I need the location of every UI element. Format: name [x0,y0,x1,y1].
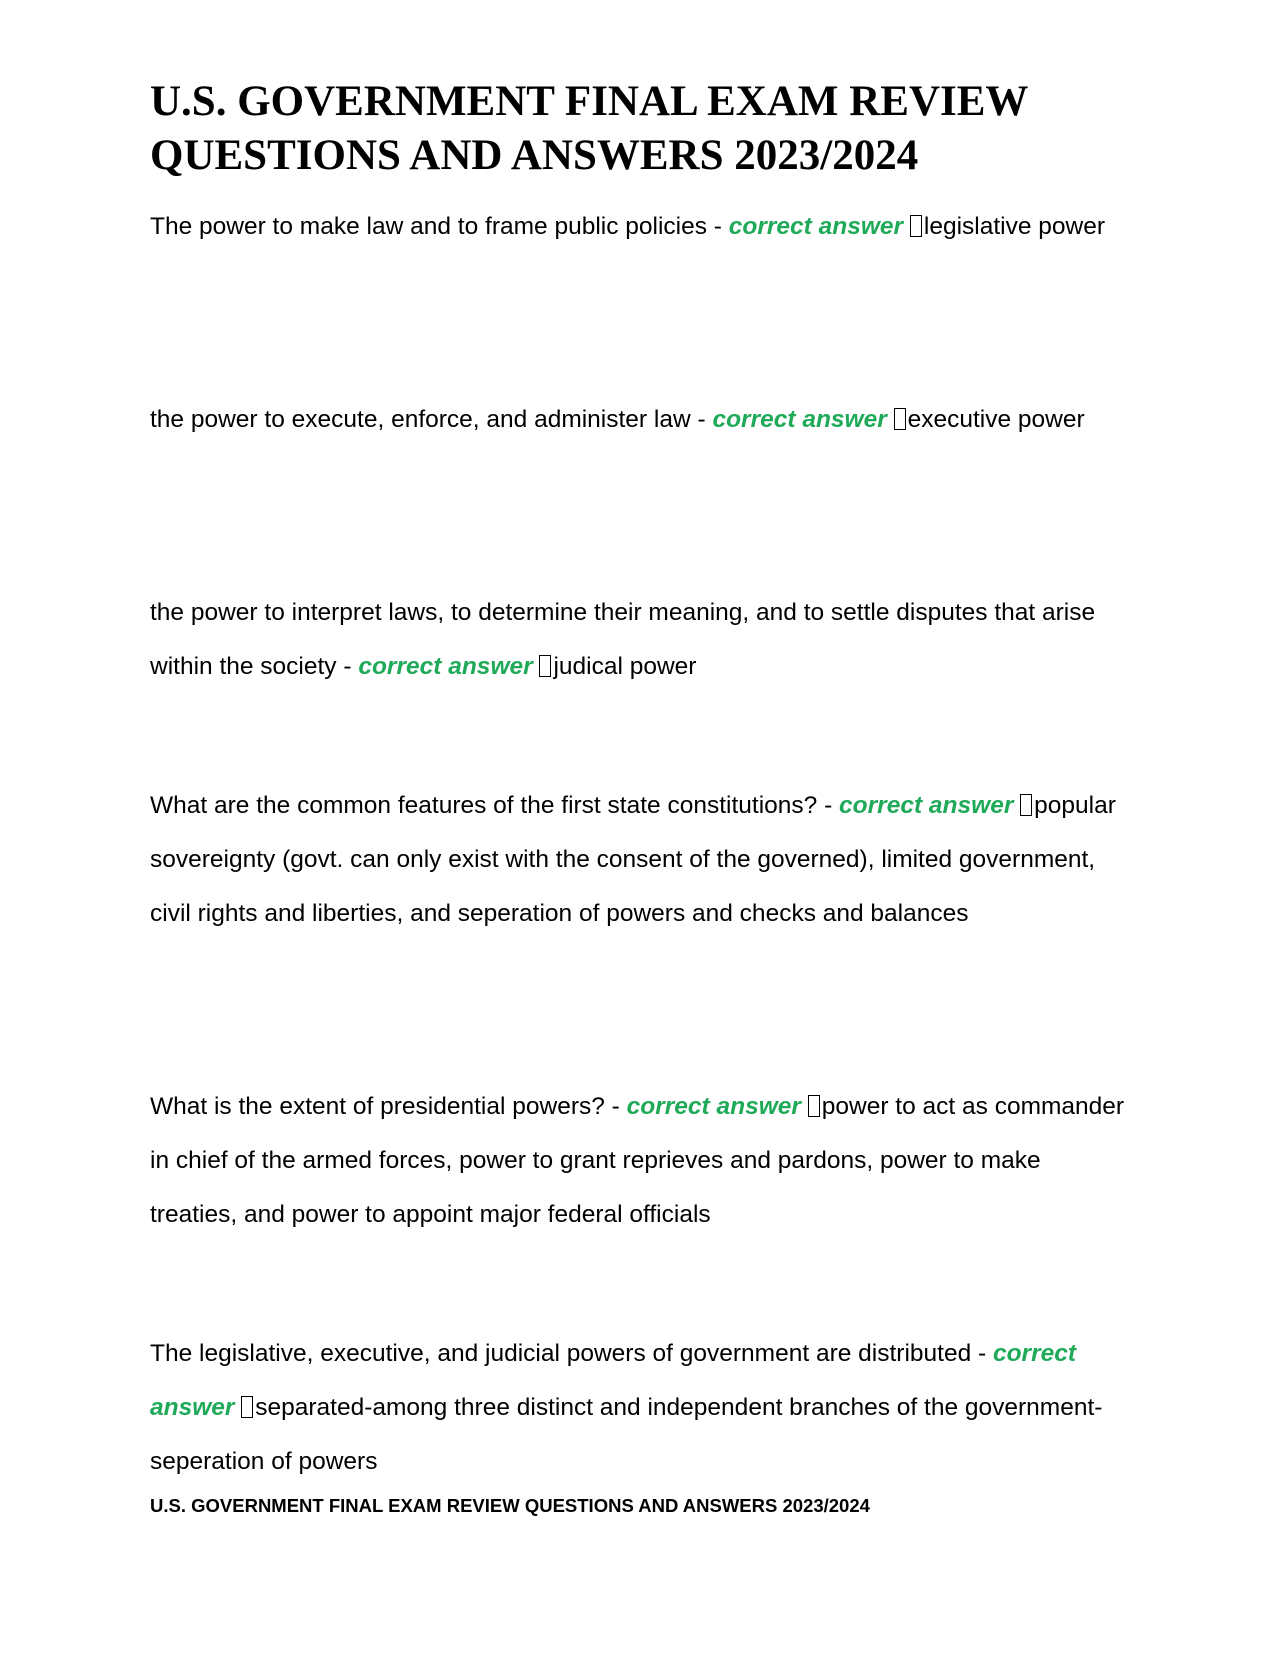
question-text: What are the common features of the first state constitutions? - [150,792,840,819]
qa-item [150,200,1130,254]
question-text: the power to interpret laws, to determine their meaning, and to settle disputes that arise within the society - [150,599,1096,680]
checkbox-icon [1020,794,1032,816]
qa-item [150,779,1130,941]
page-title: U.S. GOVERNMENT FINAL EXAM REVIEW QUESTIONS AND ANSWERS 2023/2024 [150,78,1028,179]
qa-item [150,393,1130,447]
question-text: The power to make law and to frame public policies - [150,213,729,240]
checkbox-icon [808,1095,820,1117]
answer-text: judical power [553,653,697,680]
qa-item [150,1327,1130,1489]
correct-answer-label: correct answer [839,792,1014,819]
correct-answer-label: correct answer [728,213,904,240]
question-text: the power to execute, enforce, and administer law - [150,406,713,433]
answer-text: executive power [907,406,1085,433]
checkbox-icon [539,655,551,677]
correct-answer-label: correct answer [358,653,533,680]
correct-answer-label: correct answer [150,1340,1077,1421]
answer-text: popular sovereignty (govt. can only exist with the consent of the governed), limited government, civil rights and liberties, and seperation of powers and checks and balances [150,792,1116,927]
answer-text: legislative power [923,213,1105,240]
question-text: The legislative, executive, and judicial powers of government are distributed - [150,1340,993,1367]
checkbox-icon [894,408,906,430]
answer-text: separated-among three distinct and independent branches of the government- seperation of powers [150,1394,1103,1475]
answer-text: power to act as commander in chief of the armed forces, power to grant reprieves and pardons, power to make treaties, and power to appoint major federal officials [150,1093,1125,1228]
qa-item [150,1080,1130,1242]
page-footer: U.S. GOVERNMENT FINAL EXAM REVIEW QUESTIONS AND ANSWERS 2023/2024 [150,1495,870,1516]
checkbox-icon [910,215,922,237]
correct-answer-label: correct answer [712,406,887,433]
correct-answer-label: correct answer [626,1093,801,1120]
qa-item [150,586,1130,694]
question-text: What is the extent of presidential powers? - [150,1093,627,1120]
checkbox-icon [241,1396,253,1418]
